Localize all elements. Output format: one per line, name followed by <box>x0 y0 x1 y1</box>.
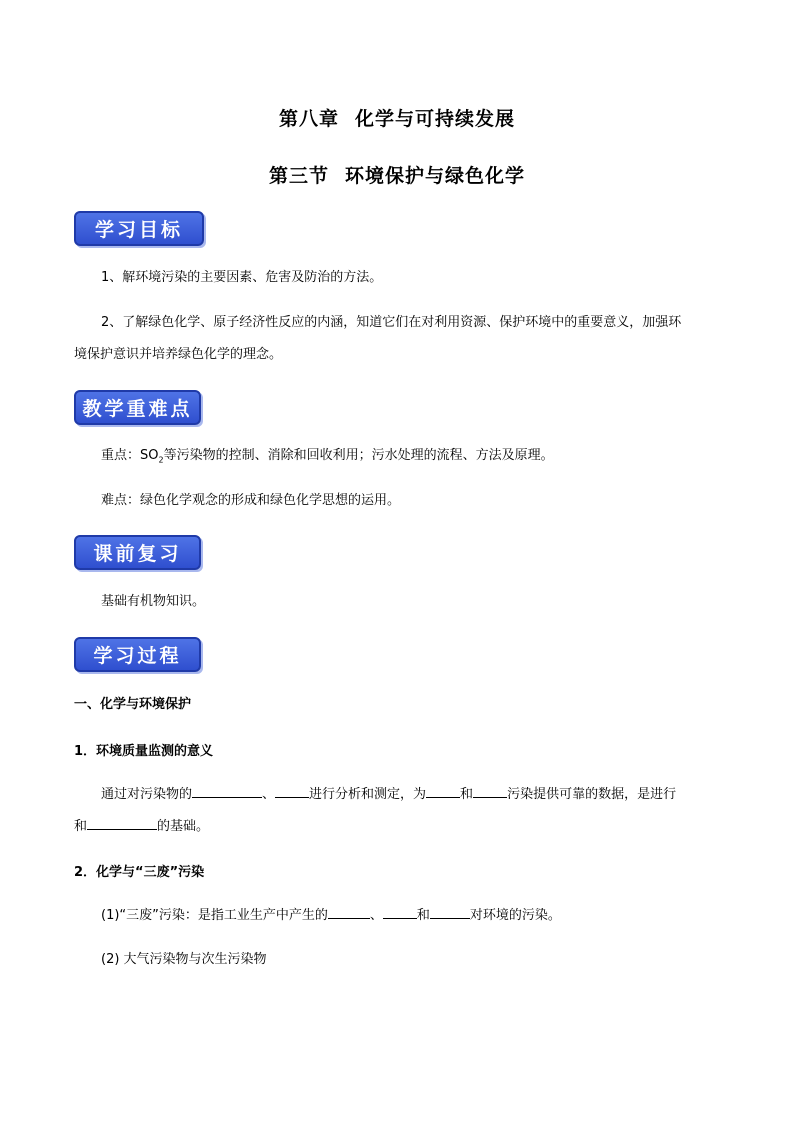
difficulty-text: 难点：绿色化学观念的形成和绿色化学思想的运用。 <box>101 493 401 508</box>
paragraph-2 <box>101 904 561 926</box>
paragraph-1-line2 <box>74 815 209 837</box>
p1-e: 污染提供可靠的数据，是进行 <box>507 787 677 802</box>
p1-a: 通过对污染物的 <box>101 787 193 802</box>
chapter-name: 化学与可持续发展 <box>355 108 516 130</box>
p1-b: 、 <box>262 787 276 802</box>
fill-blank[interactable] <box>192 783 262 798</box>
p2-a: (1)“三废”污染：是指工业生产中产生的 <box>101 908 328 923</box>
p2-c: 和 <box>416 908 430 923</box>
p1-d: 和 <box>460 787 474 802</box>
objective-1: 1、解环境污染的主要因素、危害及防治的方法。 <box>101 270 383 285</box>
fill-blank[interactable] <box>275 783 309 798</box>
subheading-2: 2．化学与“三废”污染 <box>74 865 205 880</box>
fill-blank[interactable] <box>473 783 507 798</box>
fill-blank[interactable] <box>383 904 417 919</box>
fill-blank[interactable] <box>328 904 370 919</box>
focus-prefix: 重点：SO <box>101 448 159 463</box>
chapter-title <box>0 104 794 131</box>
badge-key-points: 教学重难点 <box>74 390 201 425</box>
paragraph-3: (2) 大气污染物与次生污染物 <box>101 952 267 967</box>
focus-rest: 等污染物的控制、消除和回收利用；污水处理的流程、方法及原理。 <box>163 448 554 463</box>
section-number: 第三节 <box>268 165 329 187</box>
objective-2-line1: 2、了解绿色化学、原子经济性反应的内涵，知道它们在对利用资源、保护环境中的重要意义，加强环 <box>101 315 682 330</box>
section-heading-1: 一、化学与环境保护 <box>74 697 192 712</box>
section-name: 环境保护与绿色化学 <box>345 165 526 187</box>
section-title <box>0 161 794 188</box>
objective-2-line2: 境保护意识并培养绿色化学的理念。 <box>74 347 283 362</box>
p2-b: 、 <box>369 908 383 923</box>
badge-review: 课前复习 <box>74 535 201 570</box>
p1-f: 和 <box>74 819 88 834</box>
subheading-1: 1．环境质量监测的意义 <box>74 744 214 759</box>
fill-blank[interactable] <box>87 815 157 830</box>
badge-process: 学习过程 <box>74 637 201 672</box>
chapter-number: 第八章 <box>278 108 339 130</box>
badge-objectives: 学习目标 <box>74 211 204 246</box>
fill-blank[interactable] <box>430 904 470 919</box>
p2-d: 对环境的污染。 <box>469 908 561 923</box>
paragraph-1-line1 <box>101 783 676 805</box>
p1-g: 的基础。 <box>157 819 210 834</box>
focus-subscript: 2 <box>158 455 164 465</box>
p1-c: 进行分析和测定，为 <box>309 787 427 802</box>
review-text: 基础有机物知识。 <box>101 594 206 609</box>
fill-blank[interactable] <box>426 783 460 798</box>
focus-text <box>101 446 554 471</box>
